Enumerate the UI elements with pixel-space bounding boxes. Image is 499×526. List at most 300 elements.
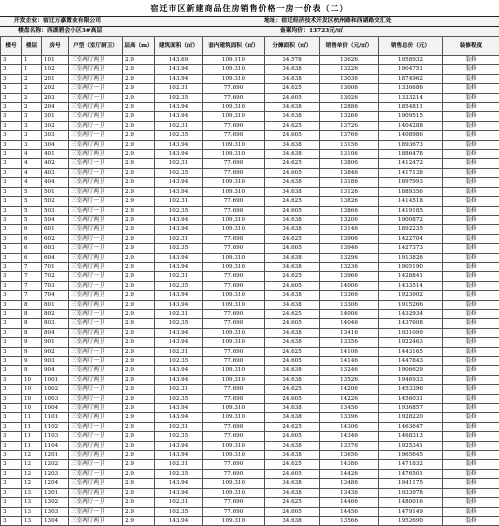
table-cell: 13106 [320, 150, 379, 159]
table-cell: 34.638 [265, 328, 320, 337]
table-cell: 5 [22, 206, 42, 215]
table-cell: 装修 [443, 187, 499, 196]
table-cell: 三室两厅一卫 [69, 422, 123, 431]
table-cell: 3 [1, 338, 22, 347]
table-cell: 1333214 [379, 93, 443, 102]
table-cell: 2 [22, 103, 42, 112]
table-cell: 1 [22, 65, 42, 74]
table-cell: 109.310 [203, 103, 265, 112]
table-cell: 2.9 [123, 498, 155, 507]
table-cell: 3 [1, 309, 22, 318]
table-cell: 2.9 [123, 451, 155, 460]
table-cell: 13236 [320, 262, 379, 271]
table-row [1, 319, 499, 328]
table-cell: 1304 [42, 516, 69, 525]
table-cell: 801 [42, 300, 69, 309]
table-cell: 2.9 [123, 65, 155, 74]
table-cell: 11 [22, 432, 42, 441]
table-cell: 13866 [320, 206, 379, 215]
table-cell: 77.690 [203, 168, 265, 177]
table-row [1, 357, 499, 366]
table-cell: 2.9 [123, 413, 155, 422]
table-cell: 三室两厅两卫 [69, 479, 123, 488]
table-cell: 1 [22, 56, 42, 65]
table-cell: 143.94 [155, 225, 203, 234]
table-cell: 13806 [320, 159, 379, 168]
table-cell: 3 [22, 112, 42, 121]
table-cell: 2 [22, 93, 42, 102]
table-cell: 34.638 [265, 479, 320, 488]
address-label: 地址：宿迁经济技术开发区杭州路和西湖路交汇处 [264, 17, 499, 26]
column-header: 户型（室厅厨卫） [69, 37, 123, 56]
table-cell: 102.35 [155, 93, 203, 102]
table-cell: 13966 [320, 272, 379, 281]
column-header: 分摊面积（㎡） [265, 37, 320, 56]
table-cell: 109.310 [203, 451, 265, 460]
table-cell: 1432934 [379, 309, 443, 318]
table-row [1, 516, 499, 525]
table-cell: 13 [22, 498, 42, 507]
table-cell: 2.9 [123, 187, 155, 196]
table-cell: 502 [42, 197, 69, 206]
table-cell: 2.9 [123, 74, 155, 83]
table-cell: 24.625 [265, 422, 320, 431]
table-cell: 34.638 [265, 103, 320, 112]
table-row [1, 93, 499, 102]
table-cell: 24.625 [265, 159, 320, 168]
table-cell: 1417138 [379, 168, 443, 177]
table-cell: 77.690 [203, 206, 265, 215]
table-cell: 504 [42, 215, 69, 224]
table-cell: 804 [42, 328, 69, 337]
table-cell: 102.35 [155, 281, 203, 290]
table-cell: 13826 [320, 197, 379, 206]
table-row [1, 244, 499, 253]
table-cell: 2.9 [123, 56, 155, 65]
table-cell: 2.9 [123, 309, 155, 318]
table-cell: 1002 [42, 385, 69, 394]
table-cell: 装修 [443, 422, 499, 431]
table-cell: 1928220 [379, 413, 443, 422]
table-cell: 14466 [320, 498, 379, 507]
table-cell: 3 [1, 498, 22, 507]
table-cell: 三室两厅两卫 [69, 375, 123, 384]
table-cell: 34.638 [265, 451, 320, 460]
table-cell: 3 [1, 385, 22, 394]
table-cell: 109.310 [203, 479, 265, 488]
table-cell: 9 [22, 366, 42, 375]
table-cell: 3 [1, 253, 22, 262]
table-cell: 143.94 [155, 178, 203, 187]
table-cell: 109.310 [203, 178, 265, 187]
table-cell: 1301 [42, 488, 69, 497]
table-cell: 1889356 [379, 187, 443, 196]
table-cell: 装修 [443, 84, 499, 93]
table-cell: 13566 [320, 516, 379, 525]
table-cell: 14106 [320, 347, 379, 356]
table-cell: 109.310 [203, 516, 265, 525]
table-cell: 2.9 [123, 281, 155, 290]
table-cell: 3 [1, 93, 22, 102]
table-cell: 3 [1, 168, 22, 177]
table-cell: 1463647 [379, 422, 443, 431]
table-cell: 143.94 [155, 328, 203, 337]
table-cell: 3 [1, 451, 22, 460]
table-cell: 3 [1, 281, 22, 290]
table-cell: 三室两厅两卫 [69, 112, 123, 121]
table-cell: 三室两厅两卫 [69, 338, 123, 347]
table-cell: 109.310 [203, 112, 265, 121]
table-cell: 2.9 [123, 234, 155, 243]
table-cell: 9 [22, 338, 42, 347]
table-cell: 34.638 [265, 112, 320, 121]
table-cell: 三室两厅一卫 [69, 460, 123, 469]
table-cell: 77.690 [203, 84, 265, 93]
table-cell: 装修 [443, 140, 499, 149]
table-cell: 109.310 [203, 262, 265, 271]
table-row [1, 281, 499, 290]
table-cell: 2.9 [123, 168, 155, 177]
table-cell: 1906629 [379, 366, 443, 375]
table-cell: 2.9 [123, 479, 155, 488]
table-cell: 2.9 [123, 262, 155, 271]
table-cell: 1003 [42, 394, 69, 403]
table-cell: 3 [1, 319, 22, 328]
table-cell: 3 [1, 404, 22, 413]
table-cell: 109.310 [203, 74, 265, 83]
table-cell: 3 [1, 197, 22, 206]
table-cell: 13766 [320, 131, 379, 140]
table-row [1, 479, 499, 488]
table-cell: 77.690 [203, 121, 265, 130]
table-cell: 1427373 [379, 244, 443, 253]
table-cell: 装修 [443, 460, 499, 469]
table-cell: 1886478 [379, 150, 443, 159]
table-cell: 三室两厅一卫 [69, 385, 123, 394]
table-cell: 24.605 [265, 432, 320, 441]
table-cell: 13456 [320, 404, 379, 413]
table-cell: 77.690 [203, 385, 265, 394]
table-cell: 34.638 [265, 215, 320, 224]
table-cell: 102.31 [155, 385, 203, 394]
table-cell: 装修 [443, 498, 499, 507]
table-cell: 1456031 [379, 394, 443, 403]
table-cell: 3 [22, 140, 42, 149]
table-cell: 1480016 [379, 498, 443, 507]
table-cell: 109.310 [203, 375, 265, 384]
table-cell: 102.31 [155, 121, 203, 130]
table-cell: 102.31 [155, 272, 203, 281]
table-cell: 24.625 [265, 309, 320, 318]
table-cell: 2.9 [123, 253, 155, 262]
column-header: 层高（m） [123, 37, 155, 56]
table-cell: 三室两厅两卫 [69, 74, 123, 83]
table-cell: 1404288 [379, 121, 443, 130]
table-cell: 13156 [320, 140, 379, 149]
table-cell: 77.690 [203, 357, 265, 366]
table-cell: 1330686 [379, 84, 443, 93]
table-cell: 装修 [443, 244, 499, 253]
table-row [1, 253, 499, 262]
table-cell: 三室两厅两卫 [69, 65, 123, 74]
info-row-project [0, 26, 499, 36]
table-cell: 2.9 [123, 441, 155, 450]
table-cell: 10 [22, 375, 42, 384]
table-row [1, 150, 499, 159]
table-cell: 109.310 [203, 300, 265, 309]
table-cell: 24.605 [265, 319, 320, 328]
table-cell: 3 [1, 121, 22, 130]
table-cell: 1103 [42, 432, 69, 441]
table-cell: 装修 [443, 93, 499, 102]
table-cell: 77.690 [203, 432, 265, 441]
table-cell: 901 [42, 338, 69, 347]
table-cell: 24.605 [265, 357, 320, 366]
table-cell: 109.310 [203, 441, 265, 450]
table-cell: 602 [42, 234, 69, 243]
table-cell: 1414518 [379, 197, 443, 206]
table-cell: 装修 [443, 328, 499, 337]
table-cell: 三室两厅两卫 [69, 328, 123, 337]
table-cell: 1941175 [379, 479, 443, 488]
table-cell: 802 [42, 309, 69, 318]
table-cell: 13906 [320, 234, 379, 243]
table-cell: 2.9 [123, 328, 155, 337]
table-cell: 6 [22, 234, 42, 243]
table-cell: 2.9 [123, 197, 155, 206]
table-cell: 三室两厅两卫 [69, 413, 123, 422]
table-cell: 77.690 [203, 394, 265, 403]
table-cell: 13266 [320, 112, 379, 121]
table-cell: 3 [1, 488, 22, 497]
table-cell: 三室两厅一卫 [69, 394, 123, 403]
table-cell: 13366 [320, 291, 379, 300]
table-cell: 102.31 [155, 422, 203, 431]
table-row [1, 309, 499, 318]
table-cell: 102.31 [155, 498, 203, 507]
table-cell: 2.9 [123, 206, 155, 215]
table-cell: 14046 [320, 319, 379, 328]
table-cell: 13126 [320, 187, 379, 196]
table-cell: 11 [22, 413, 42, 422]
table-cell: 109.310 [203, 253, 265, 262]
table-cell: 143.94 [155, 375, 203, 384]
table-cell: 2.9 [123, 394, 155, 403]
table-cell: 143.94 [155, 103, 203, 112]
table-cell: 2.9 [123, 103, 155, 112]
column-header: 销售单价（元/㎡） [320, 37, 379, 56]
table-cell: 1468313 [379, 432, 443, 441]
table-cell: 34.638 [265, 187, 320, 196]
table-cell: 34.638 [265, 375, 320, 384]
column-header: 楼层 [22, 37, 42, 56]
table-cell: 24.625 [265, 272, 320, 281]
table-cell: 三室两厅两卫 [69, 366, 123, 375]
table-cell: 143.94 [155, 262, 203, 271]
table-cell: 1422704 [379, 234, 443, 243]
table-cell: 7 [22, 291, 42, 300]
table-cell: 302 [42, 121, 69, 130]
table-cell: 1905190 [379, 262, 443, 271]
table-cell: 三室两厅两卫 [69, 488, 123, 497]
table-cell: 24.625 [265, 347, 320, 356]
table-cell: 143.94 [155, 150, 203, 159]
table-cell: 1913826 [379, 253, 443, 262]
table-cell: 三室两厅两卫 [69, 215, 123, 224]
table-cell: 3 [1, 112, 22, 121]
table-row [1, 488, 499, 497]
table-cell: 13396 [320, 413, 379, 422]
table-cell: 2.9 [123, 375, 155, 384]
table-cell: 102.31 [155, 347, 203, 356]
table-cell: 1428841 [379, 272, 443, 281]
table-cell: 装修 [443, 516, 499, 525]
table-cell: 13206 [320, 215, 379, 224]
table-cell: 三室两厅一卫 [69, 168, 123, 177]
table-cell: 34.638 [265, 262, 320, 271]
table-cell: 3 [1, 234, 22, 243]
table-cell: 703 [42, 281, 69, 290]
table-cell: 3 [1, 178, 22, 187]
table-cell: 装修 [443, 215, 499, 224]
table-cell: 1897993 [379, 178, 443, 187]
table-cell: 3 [1, 262, 22, 271]
table-cell: 3 [1, 469, 22, 478]
table-cell: 三室两厅一卫 [69, 347, 123, 356]
table-cell: 1893673 [379, 140, 443, 149]
table-cell: 装修 [443, 451, 499, 460]
table-cell: 三室两厅两卫 [69, 56, 123, 65]
table-cell: 3 [1, 328, 22, 337]
table-row [1, 178, 499, 187]
table-cell: 143.94 [155, 253, 203, 262]
table-cell: 13296 [320, 253, 379, 262]
table-cell: 109.310 [203, 366, 265, 375]
table-cell: 34.638 [265, 225, 320, 234]
table-cell: 1922463 [379, 338, 443, 347]
table-cell: 24.625 [265, 498, 320, 507]
table-cell: 501 [42, 187, 69, 196]
table-cell: 77.690 [203, 131, 265, 140]
table-cell: 1433514 [379, 281, 443, 290]
table-cell: 三室两厅两卫 [69, 140, 123, 149]
table-cell: 102.31 [155, 309, 203, 318]
table-cell: 34.638 [265, 253, 320, 262]
table-cell: 1419185 [379, 206, 443, 215]
table-cell: 5 [22, 197, 42, 206]
table-cell: 109.310 [203, 225, 265, 234]
table-cell: 202 [42, 84, 69, 93]
table-cell: 24.605 [265, 281, 320, 290]
table-cell: 24.605 [265, 93, 320, 102]
table-cell: 13946 [320, 244, 379, 253]
table-cell: 143.94 [155, 112, 203, 121]
table-cell: 装修 [443, 74, 499, 83]
table-cell: 702 [42, 272, 69, 281]
table-cell: 3 [1, 347, 22, 356]
table-cell: 102.35 [155, 206, 203, 215]
table-cell: 3 [22, 121, 42, 130]
table-cell: 装修 [443, 150, 499, 159]
table-row [1, 56, 499, 65]
table-cell: 109.310 [203, 215, 265, 224]
table-cell: 3 [1, 413, 22, 422]
table-cell: 77.690 [203, 319, 265, 328]
table-cell: 109.310 [203, 328, 265, 337]
table-cell: 24.625 [265, 84, 320, 93]
table-cell: 三室两厅一卫 [69, 244, 123, 253]
table-cell: 34.638 [265, 413, 320, 422]
table-cell: 304 [42, 140, 69, 149]
table-cell: 3 [1, 187, 22, 196]
table-cell: 1854811 [379, 103, 443, 112]
table-cell: 三室两厅一卫 [69, 357, 123, 366]
table-cell: 装修 [443, 262, 499, 271]
table-row [1, 187, 499, 196]
column-header: 房号 [42, 37, 69, 56]
avg-price-label: 备案均价：13723元/㎡ [255, 27, 499, 36]
table-row [1, 507, 499, 516]
table-cell: 三室两厅两卫 [69, 300, 123, 309]
table-cell: 143.94 [155, 187, 203, 196]
table-row [1, 422, 499, 431]
table-cell: 204 [42, 103, 69, 112]
table-cell: 2.9 [123, 300, 155, 309]
table-cell: 11 [22, 441, 42, 450]
table-body [1, 56, 499, 526]
table-cell: 3 [1, 422, 22, 431]
info-row-developer [0, 16, 499, 26]
table-cell: 1915266 [379, 300, 443, 309]
table-cell: 13306 [320, 300, 379, 309]
table-row [1, 140, 499, 149]
table-cell: 3 [1, 140, 22, 149]
table-cell: 装修 [443, 507, 499, 516]
table-cell: 装修 [443, 441, 499, 450]
table-cell: 13436 [320, 488, 379, 497]
table-row [1, 225, 499, 234]
table-cell: 14226 [320, 394, 379, 403]
table-row [1, 413, 499, 422]
table-row [1, 84, 499, 93]
table-cell: 603 [42, 244, 69, 253]
table-cell: 装修 [443, 131, 499, 140]
table-cell: 77.690 [203, 244, 265, 253]
table-cell: 303 [42, 131, 69, 140]
table-cell: 三室两厅两卫 [69, 291, 123, 300]
table-cell: 1004 [42, 404, 69, 413]
table-cell: 1104 [42, 441, 69, 450]
table-cell: 10 [22, 394, 42, 403]
table-row [1, 375, 499, 384]
table-cell: 601 [42, 225, 69, 234]
table-cell: 装修 [443, 281, 499, 290]
table-cell: 2.9 [123, 291, 155, 300]
table-cell: 8 [22, 300, 42, 309]
table-cell: 1471832 [379, 460, 443, 469]
table-cell: 三室两厅一卫 [69, 319, 123, 328]
table-cell: 13006 [320, 84, 379, 93]
table-cell: 604 [42, 253, 69, 262]
table-cell: 装修 [443, 159, 499, 168]
table-cell: 77.690 [203, 93, 265, 102]
table-cell: 109.310 [203, 140, 265, 149]
table-cell: 2.9 [123, 225, 155, 234]
table-cell: 143.94 [155, 413, 203, 422]
table-cell: 6 [22, 225, 42, 234]
table-row [1, 103, 499, 112]
table-cell: 143.94 [155, 338, 203, 347]
